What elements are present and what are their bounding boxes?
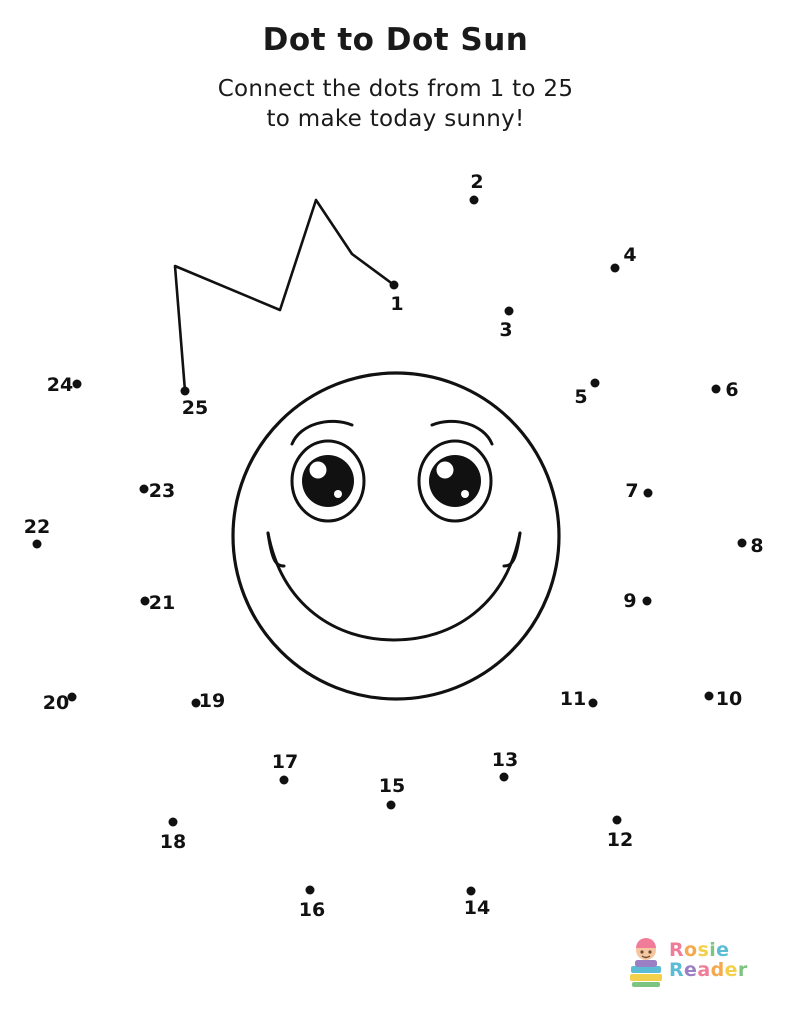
dot-10[interactable] [705,692,714,701]
page-title: Dot to Dot Sun [262,22,529,58]
logo-wordmark [669,940,748,980]
dot-8[interactable] [738,539,747,548]
dot-label-25: 25 [181,397,209,419]
dot-label-20: 20 [42,692,70,714]
dot-label-6: 6 [725,379,739,401]
dot-label-14: 14 [463,897,491,919]
dot-16[interactable] [306,886,315,895]
dot-12[interactable] [613,816,622,825]
dot-3[interactable] [505,307,514,316]
dot-24[interactable] [73,380,82,389]
dot-1[interactable] [390,281,399,290]
dot-6[interactable] [712,385,721,394]
dot-label-19: 19 [198,690,226,712]
dot-17[interactable] [280,776,289,785]
dot-label-7: 7 [625,480,639,502]
dot-22[interactable] [33,540,42,549]
dot-7[interactable] [644,489,653,498]
dot-label-10: 10 [715,688,743,710]
dot-label-3: 3 [499,319,513,341]
dot-label-24: 24 [46,374,74,396]
dot-label-21: 21 [148,592,176,614]
dot-label-18: 18 [159,831,187,853]
dot-label-15: 15 [378,775,406,797]
brand-logo [627,934,755,996]
dot-15[interactable] [387,801,396,810]
dot-label-11: 11 [559,688,587,710]
dot-9[interactable] [643,597,652,606]
subtitle-line-1: Connect the dots from 1 to 25 [217,76,574,102]
dot-label-23: 23 [148,480,176,502]
dot-label-17: 17 [271,751,299,773]
dot-label-4: 4 [623,244,637,266]
dot-label-2: 2 [470,171,484,193]
dot-5[interactable] [591,379,600,388]
subtitle-line-2: to make today sunny! [266,106,525,133]
logo-line-1: Rosie [669,939,730,961]
dot-label-16: 16 [298,899,326,921]
dot-14[interactable] [467,887,476,896]
dot-label-22: 22 [23,516,51,538]
dot-11[interactable] [589,699,598,708]
book-stack-icon [627,936,665,988]
dot-label-9: 9 [623,590,637,612]
dot-label-5: 5 [574,386,588,408]
dot-2[interactable] [470,196,479,205]
dot-13[interactable] [500,773,509,782]
dot-25[interactable] [181,387,190,396]
dot-4[interactable] [611,264,620,273]
dot-label-8: 8 [750,535,764,557]
dot-label-1: 1 [390,293,404,315]
dot-18[interactable] [169,818,178,827]
dot-23[interactable] [140,485,149,494]
logo-line-2: Reader [669,959,748,982]
dot-label-13: 13 [491,749,519,771]
dot-label-12: 12 [606,829,634,851]
